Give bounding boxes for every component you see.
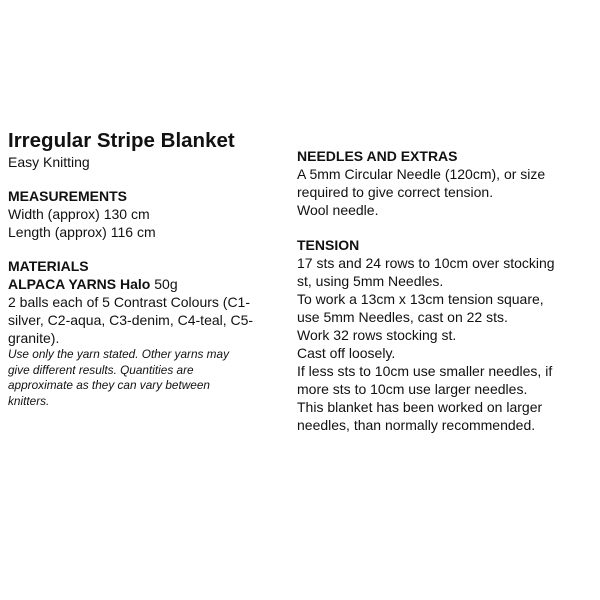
tension-section (297, 236, 592, 434)
measurements-section (8, 187, 288, 241)
needles-line: Wool needle. (297, 202, 379, 218)
needles-line: required to give correct tension. (297, 184, 494, 200)
tension-heading: TENSION (297, 237, 360, 253)
tension-line: If less sts to 10cm use smaller needles, if (297, 363, 553, 379)
tension-line: more sts to 10cm use larger needles. (297, 381, 528, 397)
materials-line: 2 balls each of 5 Contrast Colours (C1- (8, 294, 250, 310)
materials-note: Use only the yarn stated. Other yarns may (8, 347, 229, 361)
yarn-line (8, 275, 288, 293)
materials-note: approximate as they can vary between (8, 378, 210, 392)
materials-heading: MATERIALS (8, 258, 89, 274)
needles-section (297, 147, 592, 219)
tension-line: Cast off loosely. (297, 345, 396, 361)
measurements-heading: MEASUREMENTS (8, 188, 128, 204)
needles-heading: NEEDLES AND EXTRAS (297, 148, 458, 164)
measurement-length: Length (approx) 116 cm (8, 224, 156, 240)
tension-line: use 5mm Needles, cast on 22 sts. (297, 309, 508, 325)
tension-line: needles, than normally recommended. (297, 417, 536, 433)
yarn-weight: 50g (150, 276, 178, 292)
materials-note: knitters. (8, 393, 50, 408)
materials-section (8, 257, 288, 409)
tension-line: This blanket has been worked on larger (297, 399, 543, 415)
materials-note: give different results. Quantities are (8, 362, 194, 377)
needles-line: A 5mm Circular Needle (120cm), or size (297, 166, 546, 182)
yarn-brand: ALPACA YARNS Halo (8, 276, 151, 292)
tension-line: Work 32 rows stocking st. (297, 327, 457, 343)
left-column (8, 128, 288, 409)
tension-line: st, using 5mm Needles. (297, 273, 444, 289)
page-title: Irregular Stripe Blanket (8, 129, 235, 152)
measurement-width: Width (approx) 130 cm (8, 206, 150, 222)
materials-line: silver, C2-aqua, C3-denim, C4-teal, C5- (8, 312, 254, 328)
tension-line: 17 sts and 24 rows to 10cm over stocking (297, 255, 555, 271)
materials-line: granite). (8, 330, 60, 346)
right-column (297, 147, 592, 434)
page-subtitle: Easy Knitting (8, 154, 90, 170)
tension-line: To work a 13cm x 13cm tension square, (297, 291, 544, 307)
